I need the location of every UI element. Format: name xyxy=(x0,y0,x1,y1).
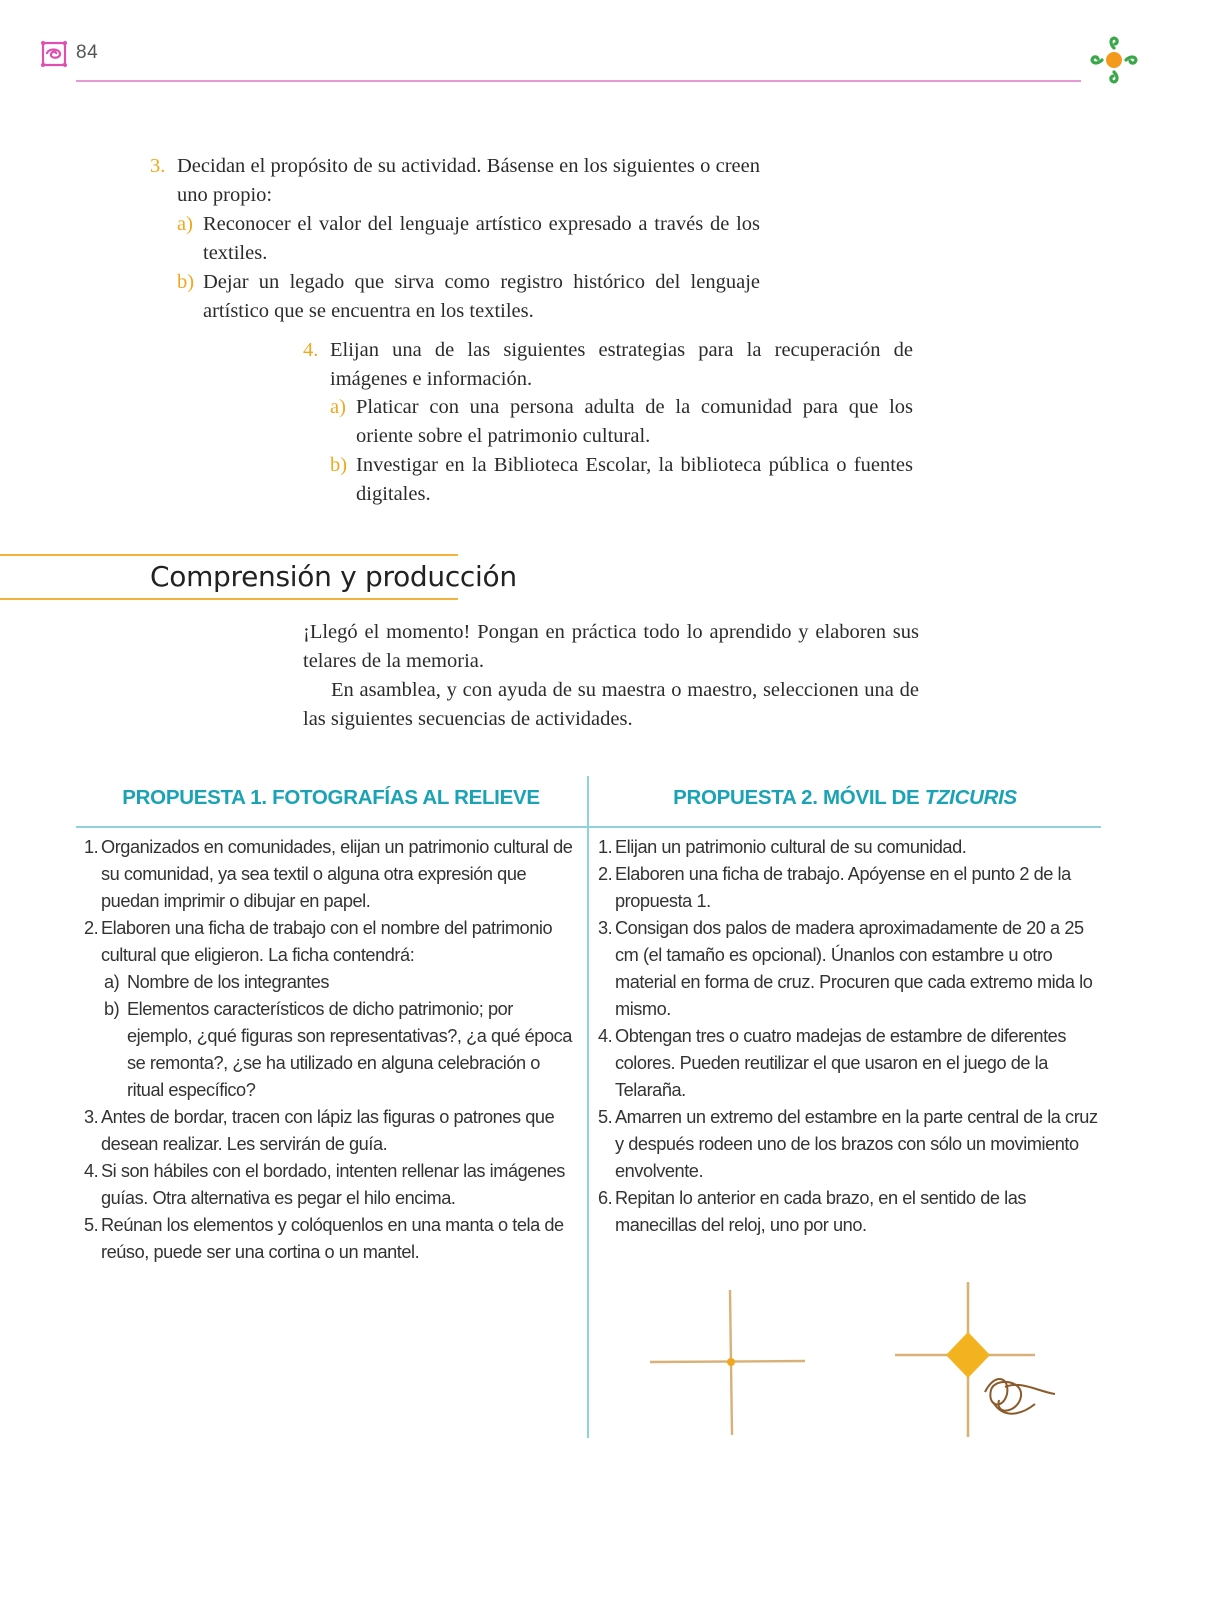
proposal-2-step-6-text: Repitan lo anterior en cada brazo, en el sentido de las manecillas del reloj, uno por uno. xyxy=(615,1188,1027,1235)
proposal-1-step-4-number: 4. xyxy=(84,1161,99,1181)
proposal-2-step-5-number: 5. xyxy=(598,1107,613,1127)
table-header-rule xyxy=(76,826,1101,828)
yarn-cross-illustration xyxy=(895,1282,1070,1437)
proposal-1-step-4 xyxy=(84,1158,580,1212)
header-divider xyxy=(76,80,1081,82)
proposal-2-title xyxy=(590,786,1100,810)
stick-cross-illustration xyxy=(650,1290,805,1435)
proposal-2-step-1-number: 1. xyxy=(598,837,613,857)
pink-emblem-icon xyxy=(40,40,68,68)
flower-emblem-icon xyxy=(1088,34,1140,86)
page-number: 84 xyxy=(76,42,99,63)
proposal-2-title-italic: TZICURIS xyxy=(924,786,1017,809)
step-4-number: 4. xyxy=(303,339,319,361)
proposal-2-step-1-text: Elijan un patrimonio cultural de su comunidad. xyxy=(615,837,967,857)
proposal-2-step-3 xyxy=(598,915,1098,1023)
step-4-option-a-marker: a) xyxy=(330,396,346,418)
proposal-1-step-2-option-a-marker: a) xyxy=(104,972,120,992)
proposal-1-step-3-text: Antes de bordar, tracen con lápiz las figuras o patrones que desean realizar. Les servirán de guía. xyxy=(101,1107,555,1154)
proposal-2-step-2-text: Elaboren una ficha de trabajo. Apóyense en el punto 2 de la propuesta 1. xyxy=(615,864,1071,911)
proposal-2-step-4-number: 4. xyxy=(598,1026,613,1046)
proposal-2-step-3-text: Consigan dos palos de madera aproximadamente de 20 a 25 cm (el tamaño es opcional). Únanlos con estambre u otro material en forma de cruz. Procuren que cada extremo mida lo mismo. xyxy=(615,918,1093,1019)
proposal-1-title: PROPUESTA 1. FOTOGRAFÍAS AL RELIEVE xyxy=(122,786,540,809)
step-3-number: 3. xyxy=(150,155,166,177)
section-rule-bottom xyxy=(0,598,458,600)
proposal-1-step-1-number: 1. xyxy=(84,837,99,857)
proposal-2-step-4 xyxy=(598,1023,1098,1104)
column-divider xyxy=(587,776,589,1438)
proposal-2-step-6 xyxy=(598,1185,1098,1239)
proposal-1-step-2-option-b-text: Elementos característicos de dicho patrimonio; por ejemplo, ¿qué figuras son representativas?, ¿a qué época se remonta?, ¿se ha utilizado en alguna celebración o ritual específico? xyxy=(127,999,572,1100)
step-3 xyxy=(150,152,760,210)
step-4-option-b-marker: b) xyxy=(330,454,348,476)
proposal-1-step-2-number: 2. xyxy=(84,918,99,938)
proposal-1-step-2-text: Elaboren una ficha de trabajo con el nombre del patrimonio cultural que eligieron. La ficha contendrá: xyxy=(101,918,553,965)
step-3-option-a xyxy=(177,210,760,268)
proposal-1-step-2-option-a-text: Nombre de los integrantes xyxy=(127,972,330,992)
step-4-option-a xyxy=(330,393,913,451)
section-paragraph-1: ¡Llegó el momento! Pongan en práctica todo lo aprendido y elaboren sus telares de la memoria. xyxy=(303,621,919,672)
section-title: Comprensión y producción xyxy=(150,560,517,593)
proposal-1-step-5-number: 5. xyxy=(84,1215,99,1235)
proposal-1-step-5-text: Reúnan los elementos y colóquenlos en una manta o tela de reúso, puede ser una cortina o un mantel. xyxy=(101,1215,564,1262)
step-4-text: Elijan una de las siguientes estrategias para la recuperación de imágenes e información. xyxy=(330,339,913,390)
proposal-1-step-2-option-b xyxy=(104,996,580,1104)
step-3-option-b xyxy=(177,268,760,326)
step-3-option-a-marker: a) xyxy=(177,213,193,235)
step-3-option-b-marker: b) xyxy=(177,271,195,293)
proposal-2-title-prefix: PROPUESTA 2. MÓVIL DE xyxy=(673,786,925,809)
proposal-1-step-5 xyxy=(84,1212,580,1266)
proposal-2-step-5-text: Amarren un extremo del estambre en la parte central de la cruz y después rodeen uno de los brazos con sólo un movimiento envolvente. xyxy=(615,1107,1098,1181)
proposal-1-step-2 xyxy=(84,915,580,969)
proposal-2-step-2-number: 2. xyxy=(598,864,613,884)
step-4-option-b xyxy=(330,451,913,509)
step-3-text: Decidan el propósito de su actividad. Básense en los siguientes o creen uno propio: xyxy=(177,155,760,206)
proposal-2-step-3-number: 3. xyxy=(598,918,613,938)
step-4-option-a-text: Platicar con una persona adulta de la comunidad para que los oriente sobre el patrimonio cultural. xyxy=(356,396,913,447)
proposal-1-step-3 xyxy=(84,1104,580,1158)
step-3-option-a-text: Reconocer el valor del lenguaje artístico expresado a través de los textiles. xyxy=(203,213,760,264)
step-3-option-b-text: Dejar un legado que sirva como registro histórico del lenguaje artístico que se encuentra en los textiles. xyxy=(203,271,760,322)
proposal-1-step-4-text: Si son hábiles con el bordado, intenten rellenar las imágenes guías. Otra alternativa es pegar el hilo encima. xyxy=(101,1161,565,1208)
section-paragraph-2: En asamblea, y con ayuda de su maestra o maestro, seleccionen una de las siguientes secuencias de actividades. xyxy=(303,679,919,730)
proposal-1-step-3-number: 3. xyxy=(84,1107,99,1127)
proposal-2-step-4-text: Obtengan tres o cuatro madejas de estambre de diferentes colores. Pueden reutilizar el que usaron en el juego de la Telaraña. xyxy=(615,1026,1066,1100)
proposal-2-step-1 xyxy=(598,834,1098,861)
proposal-2-step-2 xyxy=(598,861,1098,915)
section-rule-top xyxy=(0,554,458,556)
proposal-1-step-2-option-b-marker: b) xyxy=(104,999,120,1019)
proposal-1-step-1-text: Organizados en comunidades, elijan un patrimonio cultural de su comunidad, ya sea textil o alguna otra expresión que puedan imprimir o dibujar en papel. xyxy=(101,837,573,911)
proposal-1-step-2-option-a xyxy=(104,969,580,996)
proposal-2-step-6-number: 6. xyxy=(598,1188,613,1208)
proposal-2-step-5 xyxy=(598,1104,1098,1185)
step-4 xyxy=(303,336,913,394)
step-4-option-b-text: Investigar en la Biblioteca Escolar, la biblioteca pública o fuentes digitales. xyxy=(356,454,913,505)
proposal-1-step-1 xyxy=(84,834,580,915)
